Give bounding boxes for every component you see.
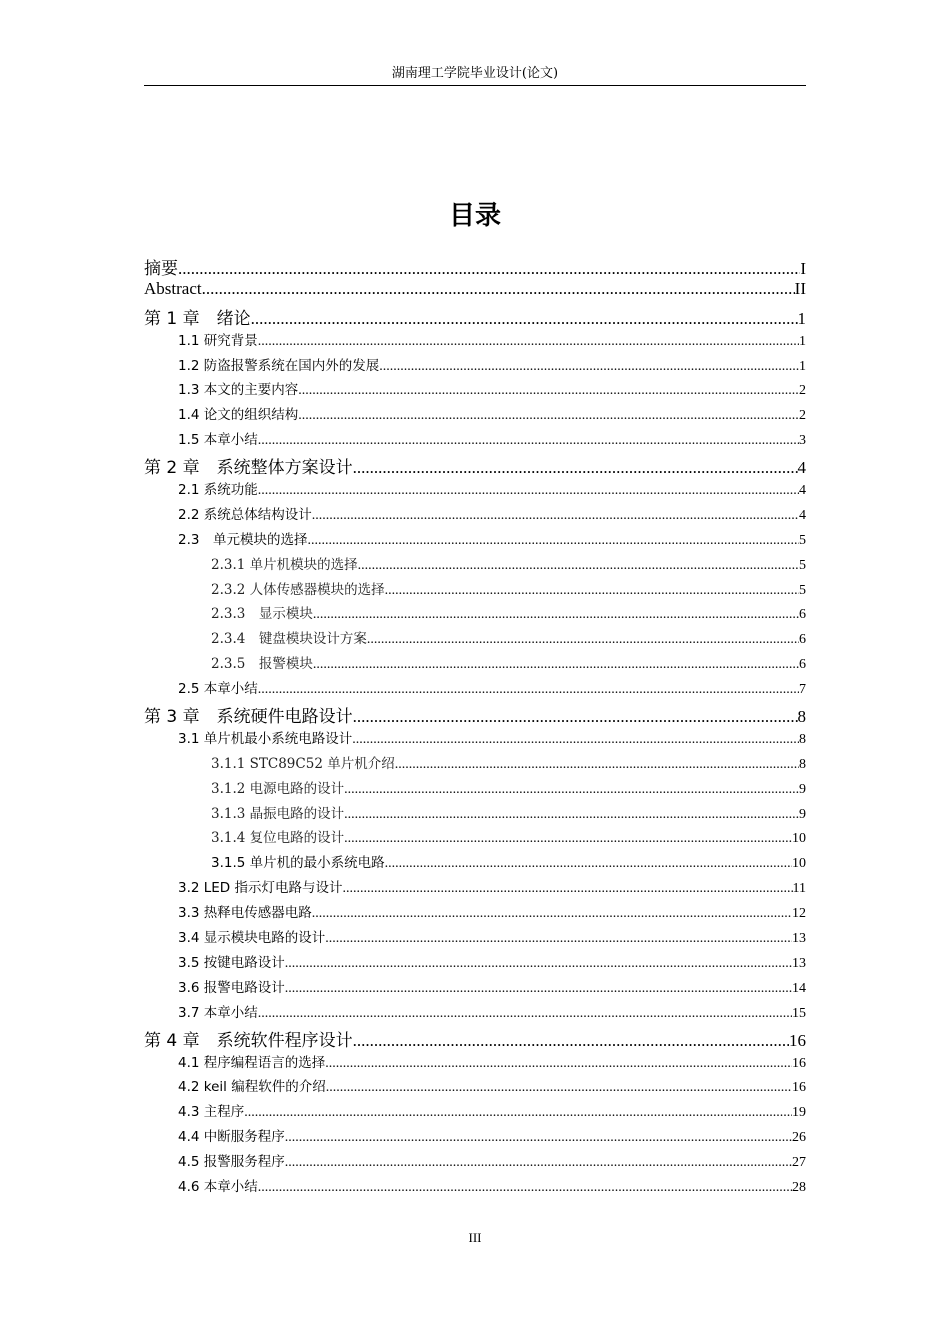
toc-dot-leader: [385, 583, 799, 599]
toc-dot-leader: [285, 956, 792, 972]
toc-entry-title: 4.3 主程序: [178, 1104, 245, 1121]
toc-dot-leader: [312, 508, 799, 524]
toc-dot-leader: [313, 607, 799, 623]
toc-entry-page: 5: [799, 532, 806, 548]
toc-entry-title: 3.1.5 单片机的最小系统电路: [211, 855, 385, 872]
toc-entry-page: 2: [799, 383, 806, 399]
page-number: III: [468, 1230, 482, 1245]
toc-dot-leader: [313, 657, 799, 673]
toc-entry-title: 3.6 报警电路设计: [178, 979, 285, 996]
toc-entry-title: 4.2 keil 编程软件的介绍: [178, 1079, 326, 1096]
toc-entry-title: 3.1.3 晶振电路的设计: [211, 805, 345, 822]
toc-entry[interactable]: [144, 403, 806, 428]
toc-dot-leader: [312, 906, 792, 922]
toc-entry-page: I: [800, 259, 806, 278]
toc-entry[interactable]: [144, 677, 806, 702]
toc-dot-leader: [258, 483, 799, 499]
toc-entry-page: 4: [799, 483, 806, 499]
toc-dot-leader: [353, 707, 798, 727]
toc-entry-title: 1.3 本文的主要内容: [178, 382, 299, 399]
toc-entry[interactable]: [144, 851, 806, 876]
toc-entry[interactable]: [144, 578, 806, 603]
toc-dot-leader: [307, 533, 799, 549]
toc-entry-title: 第 3 章 系统硬件电路设计: [144, 707, 353, 727]
toc-entry-page: 13: [792, 931, 806, 947]
toc-entry-page: 1: [799, 358, 806, 374]
toc-entry[interactable]: [144, 378, 806, 403]
toc-entry-page: 6: [799, 657, 806, 673]
toc-entry-page: 5: [799, 557, 806, 573]
toc-dot-leader: [258, 1006, 792, 1022]
toc-entry[interactable]: [144, 1026, 806, 1051]
toc-entry-page: 27: [792, 1155, 806, 1171]
toc-dot-leader: [353, 1031, 789, 1051]
toc-entry[interactable]: [144, 478, 806, 503]
toc-entry[interactable]: [144, 777, 806, 802]
toc-entry[interactable]: [144, 453, 806, 478]
toc-entry-page: 10: [792, 856, 806, 872]
toc-entry-page: 14: [792, 980, 806, 996]
toc-dot-leader: [251, 309, 798, 329]
toc-dot-leader: [367, 632, 799, 648]
toc-entry-page: 11: [792, 881, 806, 897]
toc-entry-page: 19: [792, 1105, 806, 1121]
toc-entry[interactable]: [144, 1051, 806, 1076]
toc-entry-title: 3.1 单片机最小系统电路设计: [178, 730, 353, 747]
toc-entry-page: 9: [799, 781, 806, 797]
toc-entry[interactable]: [144, 1175, 806, 1200]
toc-dot-leader: [325, 931, 792, 947]
page-header: 湖南理工学院毕业设计(论文): [391, 66, 559, 81]
toc-entry[interactable]: [144, 951, 806, 976]
toc-entry-page: 2: [799, 408, 806, 424]
toc-entry-title: 3.1.1 STC89C52 单片机介绍: [211, 755, 395, 772]
toc-entry-page: 13: [792, 955, 806, 971]
toc-entry-title: 3.3 热释电传感器电路: [178, 905, 312, 922]
toc-entry[interactable]: [144, 1125, 806, 1150]
toc-dot-leader: [202, 279, 795, 299]
toc-entry-title: 摘要: [144, 259, 178, 278]
toc-entry-page: 12: [792, 906, 806, 922]
toc-entry-page: 28: [792, 1179, 806, 1195]
toc-entry[interactable]: [144, 627, 806, 652]
toc-dot-leader: [258, 433, 799, 449]
toc-dot-leader: [285, 1155, 792, 1171]
toc-entry[interactable]: [144, 802, 806, 827]
toc-entry[interactable]: [144, 752, 806, 777]
toc-entry-title: 2.2 系统总体结构设计: [178, 506, 312, 523]
toc-entry[interactable]: [144, 727, 806, 752]
toc-entry-title: 3.1.2 电源电路的设计: [211, 780, 345, 797]
toc-entry[interactable]: [144, 1150, 806, 1175]
toc-entry-title: 2.1 系统功能: [178, 482, 258, 499]
toc-entry-title: 1.1 研究背景: [178, 332, 258, 349]
toc-entry-page: 1: [797, 308, 806, 328]
toc-entry-title: 4.4 中断服务程序: [178, 1129, 285, 1146]
toc-entry[interactable]: [144, 528, 806, 553]
toc-entry[interactable]: [144, 652, 806, 677]
toc-dot-leader: [395, 757, 799, 773]
toc-title: 目录: [448, 201, 501, 231]
toc-dot-leader: [352, 732, 799, 748]
toc-dot-leader: [343, 881, 793, 897]
toc-entry[interactable]: [144, 1100, 806, 1125]
toc-dot-leader: [258, 682, 799, 698]
toc-entry[interactable]: [144, 254, 806, 279]
toc-entry-title: 4.5 报警服务程序: [178, 1154, 285, 1171]
toc-entry[interactable]: [144, 279, 806, 304]
toc-entry-title: 1.5 本章小结: [178, 432, 258, 449]
toc-entry-title: 3.2 LED 指示灯电路与设计: [178, 880, 343, 897]
toc-dot-leader: [258, 1180, 792, 1196]
toc-entry-page: 6: [799, 632, 806, 648]
toc-entry-title: Abstract: [144, 278, 202, 298]
toc-entry-title: 1.4 论文的组织结构: [178, 407, 299, 424]
toc-entry-page: 3: [799, 433, 806, 449]
toc-entry-title: 3.4 显示模块电路的设计: [178, 930, 326, 947]
toc-dot-leader: [285, 1130, 792, 1146]
table-of-contents: [144, 254, 806, 1200]
toc-entry[interactable]: [144, 1001, 806, 1026]
toc-entry-title: 3.5 按键电路设计: [178, 954, 285, 971]
toc-dot-leader: [344, 831, 792, 847]
toc-entry[interactable]: [144, 976, 806, 1001]
toc-dot-leader: [285, 981, 792, 997]
toc-dot-leader: [258, 334, 799, 350]
toc-dot-leader: [244, 1105, 792, 1121]
toc-entry[interactable]: [144, 354, 806, 379]
toc-entry-page: 16: [792, 1055, 806, 1071]
toc-entry[interactable]: [144, 901, 806, 926]
toc-entry-title: 1.2 防盗报警系统在国内外的发展: [178, 357, 380, 374]
toc-entry-title: 4.1 程序编程语言的选择: [178, 1054, 326, 1071]
toc-entry-page: 1: [799, 333, 806, 349]
toc-entry-page: 16: [792, 1080, 806, 1096]
toc-entry[interactable]: [144, 876, 806, 901]
toc-dot-leader: [344, 782, 799, 798]
toc-dot-leader: [178, 259, 800, 279]
toc-entry-title: 2.5 本章小结: [178, 681, 258, 698]
toc-entry-page: 10: [792, 831, 806, 847]
toc-entry[interactable]: [144, 1075, 806, 1100]
toc-entry-title: 3.1.4 复位电路的设计: [211, 830, 345, 847]
toc-entry-page: 4: [797, 458, 806, 478]
toc-entry[interactable]: [144, 702, 806, 727]
toc-entry-title: 2.3.5 报警模块: [211, 656, 313, 673]
toc-entry-page: 6: [799, 607, 806, 623]
header-rule: [144, 85, 806, 86]
toc-dot-leader: [298, 383, 799, 399]
toc-entry-title: 2.3 单元模块的选择: [178, 531, 308, 548]
toc-entry-page: 8: [797, 707, 806, 727]
toc-entry-title: 第 2 章 系统整体方案设计: [144, 458, 353, 479]
toc-entry-page: 5: [799, 582, 806, 598]
toc-entry[interactable]: [144, 926, 806, 951]
toc-entry-title: 4.6 本章小结: [178, 1178, 258, 1195]
toc-entry-page: 16: [789, 1030, 806, 1050]
toc-entry[interactable]: [144, 503, 806, 528]
toc-entry[interactable]: [144, 553, 806, 578]
toc-entry-title: 第 4 章 系统软件程序设计: [144, 1030, 353, 1051]
toc-dot-leader: [298, 408, 799, 424]
toc-entry-title: 第 1 章 绪论: [144, 308, 251, 329]
toc-entry-page: II: [794, 278, 806, 298]
toc-entry-page: 15: [792, 1005, 806, 1021]
toc-entry[interactable]: [144, 304, 806, 329]
toc-entry-page: 8: [799, 756, 806, 772]
toc-entry-title: 2.3.3 显示模块: [211, 606, 313, 623]
toc-entry-title: 2.3.1 单片机模块的选择: [211, 556, 358, 573]
toc-entry[interactable]: [144, 602, 806, 627]
toc-entry-title: 2.3.2 人体传感器模块的选择: [211, 581, 385, 598]
toc-entry[interactable]: [144, 428, 806, 453]
toc-dot-leader: [325, 1056, 792, 1072]
toc-dot-leader: [379, 359, 799, 375]
toc-entry-title: 3.7 本章小结: [178, 1004, 258, 1021]
toc-dot-leader: [353, 458, 798, 478]
toc-dot-leader: [344, 807, 799, 823]
toc-entry-page: 4: [799, 507, 806, 523]
toc-entry-page: 9: [799, 806, 806, 822]
toc-entry-page: 8: [799, 731, 806, 747]
toc-entry[interactable]: [144, 329, 806, 354]
toc-dot-leader: [358, 558, 799, 574]
toc-entry-page: 26: [792, 1130, 806, 1146]
toc-entry[interactable]: [144, 826, 806, 851]
toc-dot-leader: [385, 856, 792, 872]
toc-dot-leader: [326, 1080, 792, 1096]
toc-entry-page: 7: [799, 682, 806, 698]
toc-entry-title: 2.3.4 键盘模块设计方案: [211, 631, 367, 648]
